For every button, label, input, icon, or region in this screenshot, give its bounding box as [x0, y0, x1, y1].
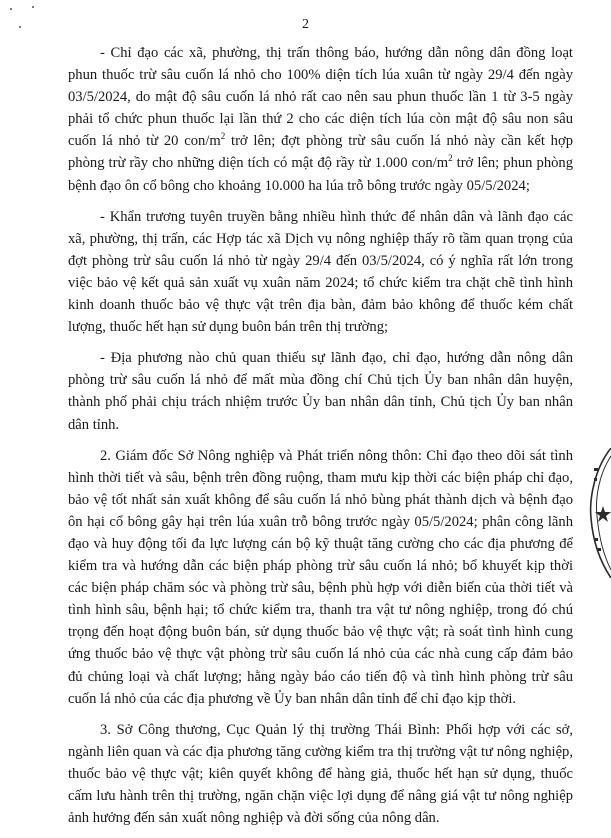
paragraph-agriculture-department: 2. Giám đốc Sở Nông nghiệp và Phát triển nông thôn: Chỉ đạo theo dõi sát tình hình thời tiết và sâu, bệnh trên đồng ruộng, tham mưu kịp thời các biện pháp chỉ đạo, bảo vệ tốt nhất sản xuất không để sâu cuốn lá nhỏ bùng phát thành dịch và bệnh đạo ôn hại cổ bông gây hại trên lúa xuân trỗ bông trước ngày 05/5/2024; phân công lãnh đạo và huy động tối đa lực lượng cán bộ kỹ thuật tăng cường cho các địa phương để kiểm tra và hướng dẫn các biện pháp phòng trừ sâu cuốn lá nhỏ; bổ khuyết kịp thời các biện pháp chăm sóc và phòng trừ sâu, bệnh phù hợp với diễn biến của thời tiết và tình hình sâu, bệnh hại; tổ chức kiểm tra, thanh tra vật tư nông nghiệp, trong đó chú trọng đến hoạt động buôn bán, sử dụng thuốc bảo vệ thực vật; rà soát tình hình cung ứng thuốc bảo vệ thực vật phòng trừ sâu cuốn lá nhỏ của các nhà cung cấp đảm bảo đủ chủng loại và chất lượng; hằng ngày báo cáo tiến độ và tình hình phòng trừ sâu cuốn lá nhỏ của các địa phương về Ủy ban nhân dân tỉnh để chỉ đạo kịp thời.: [68, 447, 573, 707]
document-body: [68, 42, 573, 838]
seal-star-icon: [585, 448, 611, 578]
paragraph-industry-trade-department: 3. Sở Công thương, Cục Quản lý thị trường Thái Bình: Phối hợp với các sở, ngành liên quan và các địa phương tăng cường kiểm tra thị trường vật tư nông nghiệp, thuốc bảo vệ thực vật; kiên quyết không để hàng giả, thuốc hết hạn sử dụng, thuốc cấm lưu hành trên thị trường, ngăn chặn việc lợi dụng để nâng giá vật tư nông nghiệp ảnh hưởng đến sản xuất nông nghiệp và đời sống của nông dân.: [68, 721, 573, 827]
official-seal-edge: [585, 448, 611, 578]
paragraph-local-responsibility: - Địa phương nào chủ quan thiếu sự lãnh đạo, chỉ đạo, hướng dẫn nông dân phòng trừ sâu cuốn lá nhỏ để mất mùa đồng chí Chủ tịch Ủy ban nhân dân huyện, thành phố phải chịu trách nhiệm trước Ủy ban nhân dân tỉnh, Chủ tịch Ủy ban nhân dân tỉnh.: [68, 350, 573, 433]
paragraph-propaganda-inspection: - Khẩn trương tuyên truyền bằng nhiều hình thức để nhân dân và lãnh đạo các xã, phường, thị trấn, các Hợp tác xã Dịch vụ nông nghiệp thấy rõ tầm quan trọng của đợt phòng trừ sâu cuốn lá nhỏ từ ngày 29/4 đến 03/5/2024, có ý nghĩa rất lớn trong việc bảo vệ kết quả sản xuất vụ xuân năm 2024; tổ chức kiểm tra chặt chẽ tình hình kinh doanh thuốc bảo vệ thực vật trên địa bàn, đảm bảo không để thuốc kém chất lượng, thuốc hết hạn sử dụng buôn bán trên thị trường;: [68, 208, 573, 336]
page-number: 2: [302, 17, 309, 32]
paragraph-local-spraying-directive: - Chỉ đạo các xã, phường, thị trấn thông báo, hướng dẫn nông dân đồng loạt phun thuốc trừ sâu cuốn lá nhỏ cho 100% diện tích lúa xuân từ ngày 29/4 đến ngày 03/5/2024, do mật độ sâu cuốn lá nhỏ rất cao nên sau phun thuốc lần 1 từ 3-5 ngày phải tổ chức phun thuốc lại lần thứ 2 cho các diện tích lúa còn mật độ sâu non sâu cuốn lá nhỏ từ 20 con/$m^2$ trở lên; đợt phòng trừ sâu cuốn lá nhỏ này cần kết hợp phòng trừ rầy cho những diện tích có mật độ rầy từ 1.000 con/$m^2$ trở lên; phun phòng bệnh đạo ôn cổ bông cho khoảng 10.000 ha lúa trỗ bông trước ngày 05/5/2024;: [68, 45, 574, 194]
